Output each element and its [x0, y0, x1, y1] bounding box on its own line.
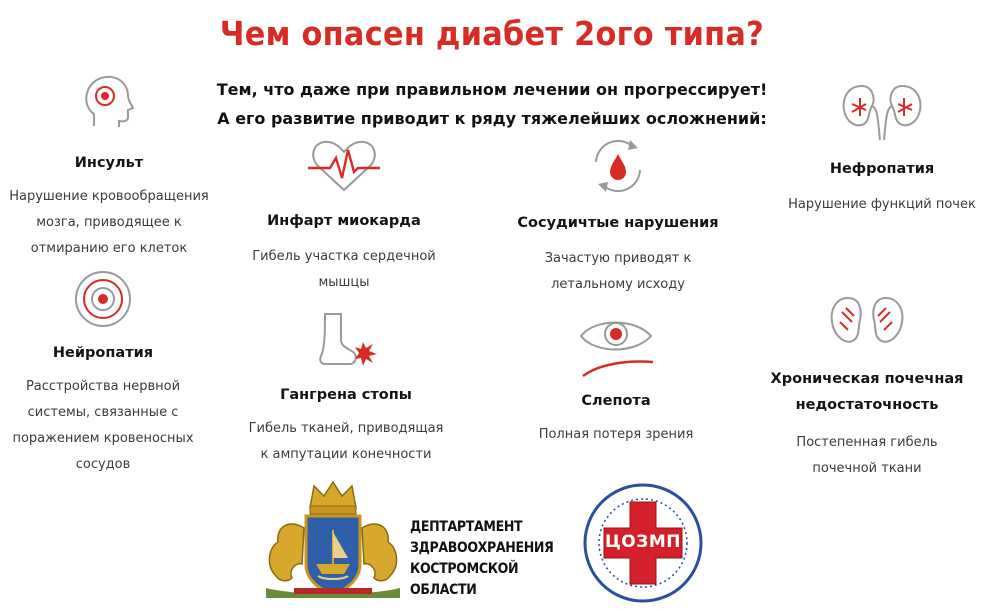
blindness-title: Слепота [581, 393, 651, 409]
card-blindness [516, 314, 716, 448]
stroke-description: Нарушение кровообращения мозга, приводящее к отмиранию его клеток [9, 189, 209, 256]
nephropathy-title: Нефропатия [829, 161, 935, 177]
head-target-icon [78, 70, 140, 132]
logo-abbreviation: ЦОЗМП [605, 532, 681, 552]
infarction-title: Инфарт миокарда [267, 213, 421, 229]
vascular-title: Сосудичтые нарушения [517, 215, 719, 231]
page-title: Чем опасен диабет 2ого типа? [219, 14, 765, 53]
neuropathy-title: Нейропатия [52, 345, 154, 361]
card-neuropathy [0, 268, 206, 478]
kidneys-icon [838, 82, 926, 142]
kidneys-damaged-icon [828, 294, 906, 352]
card-renal-failure [764, 294, 970, 482]
nephropathy-description: Нарушение функций почек [788, 197, 976, 212]
card-gangrene [244, 310, 448, 468]
renal-failure-description: Постепенная гибель почечной ткани [796, 435, 938, 476]
gangrene-title: Гангрена стопы [280, 387, 412, 403]
coat-of-arms-logo [258, 478, 408, 604]
blindness-description: Полная потеря зрения [538, 427, 694, 442]
stroke-title: Инсульт [74, 155, 144, 171]
medical-center-logo [580, 480, 706, 606]
blood-drop-cycle-icon [586, 134, 650, 198]
gangrene-description: Гибель тканей, приводящая к ампутации конечности [248, 421, 444, 462]
card-vascular [510, 134, 726, 298]
card-nephropathy [780, 82, 984, 218]
concentric-circles-icon [72, 268, 134, 330]
card-stroke [0, 70, 218, 262]
eye-icon [577, 314, 655, 378]
renal-failure-title: Хроническая почечная недостаточность [770, 371, 964, 413]
infarction-description: Гибель участка сердечной мышцы [252, 249, 436, 290]
department-name: ДЕПТАРТАМЕНТ ЗДРАВООХРАНЕНИЯ КОСТРОМСКОЙ ОБЛАСТИ [410, 519, 554, 598]
foot-icon [311, 310, 381, 368]
vascular-description: Зачастую приводят к летальному исходу [544, 251, 692, 292]
heart-pulse-icon [306, 136, 382, 194]
card-infarction [244, 136, 444, 296]
subtitle-line-1: Тем, что даже при правильном лечении он прогрессирует! [216, 80, 768, 99]
neuropathy-description: Расстройства нервной системы, связанные с поражением кровеносных сосудов [12, 379, 194, 472]
subtitle-line-2: А его развитие приводит к ряду тяжелейших осложнений: [217, 109, 767, 128]
